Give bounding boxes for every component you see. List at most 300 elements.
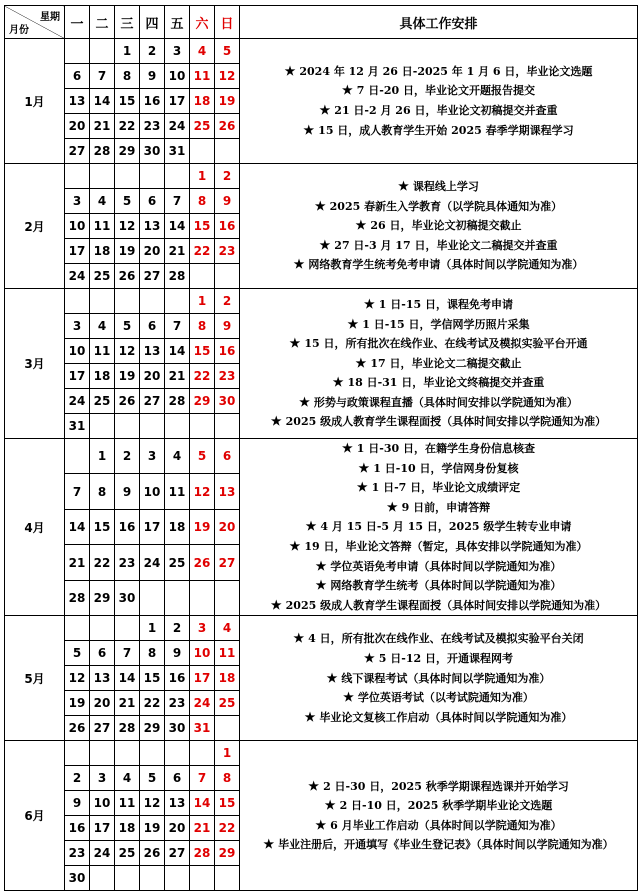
month-corner-label: 月份 (9, 25, 29, 36)
star-icon: ★ (305, 519, 317, 534)
day-cell: 20 (65, 114, 90, 139)
plan-item (240, 197, 637, 217)
plan-text: 2 日-10 日，2025 秋季学期毕业论文选题 (339, 799, 553, 813)
day-cell (140, 741, 165, 766)
day-cell: 6 (65, 64, 90, 89)
day-cell: 30 (165, 716, 190, 741)
day-cell: 19 (190, 509, 215, 544)
plan-item (240, 478, 637, 498)
star-icon: ★ (304, 709, 316, 724)
day-cell: 12 (190, 474, 215, 509)
plan-item (240, 459, 637, 479)
day-cell: 27 (65, 139, 90, 164)
day-cell: 7 (165, 189, 190, 214)
day-cell: 9 (140, 64, 165, 89)
day-cell: 26 (115, 389, 140, 414)
day-cell: 20 (140, 239, 165, 264)
day-cell: 16 (140, 89, 165, 114)
plan-item (240, 393, 637, 413)
plan-text: 7 日-20 日，毕业论文开题报告提交 (356, 84, 535, 98)
day-cell (190, 264, 215, 289)
day-cell (215, 866, 240, 891)
day-cell: 18 (115, 816, 140, 841)
day-cell: 26 (215, 114, 240, 139)
star-icon: ★ (319, 237, 331, 252)
star-icon: ★ (386, 499, 398, 514)
day-cell: 12 (140, 791, 165, 816)
star-icon: ★ (289, 336, 301, 351)
day-cell: 8 (115, 64, 140, 89)
day-cell: 18 (90, 239, 115, 264)
work-plan-cell (240, 741, 638, 891)
plan-item (240, 354, 637, 374)
plan-item (240, 576, 637, 596)
day-cell: 27 (90, 716, 115, 741)
plan-item (240, 373, 637, 393)
month-label: 5月 (5, 616, 65, 741)
day-cell: 21 (165, 364, 190, 389)
day-cell (65, 741, 90, 766)
star-icon: ★ (293, 631, 305, 646)
day-cell (115, 289, 140, 314)
plan-item (240, 334, 637, 354)
day-cell: 2 (115, 439, 140, 474)
star-icon: ★ (355, 218, 367, 233)
plan-text: 1 日-7 日，毕业论文成绩评定 (371, 481, 521, 495)
plan-text: 毕业注册后，开通填写《毕业生登记表》（具体时间以学院通知为准） (278, 838, 614, 852)
day-cell: 3 (140, 439, 165, 474)
day-cell: 15 (215, 791, 240, 816)
day-cell: 16 (215, 214, 240, 239)
plan-item (240, 412, 637, 432)
day-cell: 19 (65, 691, 90, 716)
plan-text: 2024 年 12 月 26 日-2025 年 1 月 6 日，毕业论文选题 (299, 64, 593, 78)
day-cell: 21 (90, 114, 115, 139)
day-cell (140, 289, 165, 314)
day-cell: 5 (190, 439, 215, 474)
day-cell: 11 (115, 791, 140, 816)
day-cell: 27 (140, 264, 165, 289)
day-cell (65, 439, 90, 474)
day-cell (115, 414, 140, 439)
day-cell: 6 (215, 439, 240, 474)
plan-item (240, 517, 637, 537)
month-label: 4月 (5, 439, 65, 616)
star-icon: ★ (293, 257, 305, 272)
plan-item (240, 101, 637, 121)
day-cell: 20 (165, 816, 190, 841)
day-cell: 30 (115, 580, 140, 615)
star-icon: ★ (303, 122, 315, 137)
day-cell: 29 (140, 716, 165, 741)
day-cell: 10 (165, 64, 190, 89)
plan-text: 形势与政策课程直播（具体时间安排以学院通知为准） (313, 395, 578, 409)
day-cell (165, 164, 190, 189)
plan-text: 6 月毕业工作启动（具体时间以学院通知为准） (330, 818, 562, 832)
month-label: 6月 (5, 741, 65, 891)
day-cell: 9 (65, 791, 90, 816)
day-cell: 10 (140, 474, 165, 509)
star-icon: ★ (314, 198, 326, 213)
day-cell (90, 289, 115, 314)
day-cell: 21 (65, 545, 90, 580)
star-icon: ★ (364, 296, 375, 311)
weekday-header-weekend: 六 (190, 6, 215, 39)
day-cell: 7 (65, 474, 90, 509)
plan-item (240, 236, 637, 256)
star-icon: ★ (347, 316, 359, 331)
day-cell: 24 (140, 545, 165, 580)
day-cell: 19 (140, 816, 165, 841)
day-cell: 25 (165, 545, 190, 580)
work-plan-cell (240, 164, 638, 289)
day-cell: 19 (115, 239, 140, 264)
day-cell: 18 (190, 89, 215, 114)
day-cell: 1 (215, 741, 240, 766)
plan-item (240, 688, 637, 708)
plan-text: 15 日，所有批次在线作业、在线考试及模拟实验平台开通 (304, 337, 588, 351)
day-cell: 2 (215, 289, 240, 314)
star-icon: ★ (315, 817, 327, 832)
day-cell: 22 (190, 364, 215, 389)
day-cell: 24 (65, 389, 90, 414)
day-cell: 26 (140, 841, 165, 866)
plan-item (240, 62, 637, 82)
day-cell: 3 (190, 616, 215, 641)
star-icon: ★ (343, 690, 354, 705)
plan-text: 9 日前，申请答辩 (401, 500, 491, 514)
star-icon: ★ (358, 460, 370, 475)
day-cell: 24 (65, 264, 90, 289)
plan-text: 15 日，成人教育学生开始 2025 春季学期课程学习 (318, 123, 574, 137)
day-cell: 10 (65, 339, 90, 364)
day-cell: 8 (140, 641, 165, 666)
day-cell: 28 (165, 389, 190, 414)
star-icon: ★ (270, 414, 282, 429)
star-icon: ★ (289, 538, 301, 553)
weekday-header-weekend: 日 (215, 6, 240, 39)
day-cell: 21 (165, 239, 190, 264)
day-cell: 14 (115, 666, 140, 691)
star-icon: ★ (319, 103, 331, 117)
day-cell: 19 (215, 89, 240, 114)
week-row (5, 39, 638, 64)
star-icon: ★ (284, 63, 296, 78)
plan-item (240, 537, 637, 557)
day-cell: 20 (140, 364, 165, 389)
day-cell: 5 (65, 641, 90, 666)
day-cell (65, 39, 90, 64)
plan-item (240, 708, 637, 728)
day-cell: 10 (90, 791, 115, 816)
day-cell: 29 (190, 389, 215, 414)
day-cell: 4 (190, 39, 215, 64)
month-label: 2月 (5, 164, 65, 289)
day-cell: 18 (165, 509, 190, 544)
star-icon: ★ (308, 778, 320, 793)
day-cell: 8 (190, 189, 215, 214)
day-cell: 28 (115, 716, 140, 741)
day-cell: 3 (65, 189, 90, 214)
day-cell (215, 139, 240, 164)
weekday-header: 一 (65, 6, 90, 39)
plan-item (240, 255, 637, 275)
day-cell: 13 (140, 214, 165, 239)
day-cell: 13 (65, 89, 90, 114)
day-cell: 17 (65, 239, 90, 264)
plan-text: 1 日-15 日，学信网学历照片采集 (362, 317, 530, 331)
star-icon: ★ (364, 650, 375, 665)
day-cell: 23 (215, 239, 240, 264)
day-cell: 16 (215, 339, 240, 364)
day-cell (165, 289, 190, 314)
plan-text: 2025 级成人教育学生课程面授（具体时间安排以学院通知为准） (285, 415, 607, 429)
day-cell: 4 (115, 766, 140, 791)
day-cell (140, 414, 165, 439)
day-cell: 8 (90, 474, 115, 509)
day-cell: 7 (165, 314, 190, 339)
day-cell (115, 866, 140, 891)
plan-text: 线下课程考试（具体时间以学院通知为准） (341, 671, 551, 685)
day-cell: 10 (190, 641, 215, 666)
day-cell: 28 (90, 139, 115, 164)
day-cell: 22 (215, 816, 240, 841)
day-cell: 24 (165, 114, 190, 139)
corner-header (5, 6, 65, 39)
day-cell: 6 (90, 641, 115, 666)
plan-item (240, 121, 637, 141)
weekday-header: 四 (140, 6, 165, 39)
week-row (5, 616, 638, 641)
day-cell: 17 (140, 509, 165, 544)
day-cell: 18 (215, 666, 240, 691)
plan-text: 网络教育学生统考免考申请（具体时间以学院通知为准） (308, 258, 584, 272)
day-cell: 11 (90, 214, 115, 239)
star-icon: ★ (315, 578, 327, 593)
plan-item (240, 439, 637, 459)
day-cell: 5 (215, 39, 240, 64)
plan-item (240, 596, 637, 616)
day-cell (140, 164, 165, 189)
day-cell: 7 (90, 64, 115, 89)
plan-text: 4 日，所有批次在线作业、在线考试及模拟实验平台关闭 (308, 632, 584, 646)
weekday-header: 三 (115, 6, 140, 39)
day-cell: 8 (190, 314, 215, 339)
plan-text: 学位英语免考申请（具体时间以学院通知为准） (330, 559, 562, 573)
day-cell: 5 (115, 189, 140, 214)
star-icon: ★ (342, 441, 353, 455)
day-cell: 25 (90, 389, 115, 414)
day-cell: 30 (140, 139, 165, 164)
plan-item (240, 835, 637, 855)
day-cell: 9 (115, 474, 140, 509)
day-cell: 1 (140, 616, 165, 641)
day-cell: 4 (165, 439, 190, 474)
plan-text: 19 日，毕业论文答辩（暂定，具体安排以学院通知为准） (304, 539, 588, 553)
star-icon: ★ (263, 837, 275, 852)
day-cell: 15 (90, 509, 115, 544)
day-cell: 26 (190, 545, 215, 580)
day-cell (65, 164, 90, 189)
day-cell: 25 (90, 264, 115, 289)
plan-text: 17 日，毕业论文二稿提交截止 (370, 356, 522, 370)
plan-item (240, 816, 637, 836)
day-cell: 16 (165, 666, 190, 691)
day-cell (165, 414, 190, 439)
day-cell: 23 (65, 841, 90, 866)
star-icon: ★ (332, 375, 344, 390)
day-cell (190, 414, 215, 439)
plan-text: 网络教育学生统考（具体时间以学院通知为准） (330, 579, 562, 593)
plan-text: 21 日-2 月 26 日，毕业论文初稿提交并查重 (334, 104, 558, 117)
plan-item (240, 498, 637, 518)
day-cell (90, 414, 115, 439)
plan-text: 1 日-10 日，学信网身份复核 (373, 461, 519, 475)
plan-item (240, 669, 637, 689)
day-cell: 1 (190, 289, 215, 314)
star-icon: ★ (326, 670, 338, 685)
day-cell: 14 (90, 89, 115, 114)
day-cell: 7 (115, 641, 140, 666)
day-cell: 9 (215, 189, 240, 214)
plan-text: 1 日-30 日，在籍学生身份信息核查 (356, 442, 535, 455)
day-cell: 12 (65, 666, 90, 691)
day-cell (190, 866, 215, 891)
day-cell (215, 414, 240, 439)
day-cell: 11 (90, 339, 115, 364)
day-cell: 6 (140, 189, 165, 214)
day-cell: 3 (90, 766, 115, 791)
day-cell (165, 580, 190, 615)
day-cell: 1 (90, 439, 115, 474)
day-cell: 15 (115, 89, 140, 114)
plan-item (240, 216, 637, 236)
day-cell: 14 (190, 791, 215, 816)
day-cell: 7 (190, 766, 215, 791)
day-cell: 17 (65, 364, 90, 389)
day-cell (140, 580, 165, 615)
star-icon: ★ (299, 394, 310, 409)
plan-text: 1 日-15 日，课程免考申请 (378, 297, 513, 311)
day-cell: 6 (165, 766, 190, 791)
plan-text: 毕业论文复核工作启动（具体时间以学院通知为准） (319, 710, 573, 724)
day-cell (165, 741, 190, 766)
day-cell: 10 (65, 214, 90, 239)
work-plan-cell (240, 439, 638, 616)
calendar-body (5, 39, 638, 891)
star-icon: ★ (355, 355, 367, 370)
plan-item (240, 557, 637, 577)
work-plan-cell (240, 39, 638, 164)
day-cell: 29 (115, 139, 140, 164)
semester-calendar-table (4, 5, 638, 891)
day-cell: 25 (115, 841, 140, 866)
day-cell (65, 289, 90, 314)
plan-item (240, 295, 637, 315)
day-cell (140, 866, 165, 891)
day-cell: 24 (190, 691, 215, 716)
day-cell (165, 866, 190, 891)
day-cell: 29 (90, 580, 115, 615)
day-cell (90, 39, 115, 64)
day-cell: 15 (190, 339, 215, 364)
day-cell: 2 (140, 39, 165, 64)
star-icon: ★ (398, 179, 409, 194)
day-cell: 21 (190, 816, 215, 841)
day-cell: 31 (165, 139, 190, 164)
plan-item (240, 777, 637, 797)
day-cell: 1 (190, 164, 215, 189)
day-cell: 3 (165, 39, 190, 64)
day-cell: 8 (215, 766, 240, 791)
day-cell: 21 (115, 691, 140, 716)
star-icon: ★ (270, 597, 282, 612)
day-cell: 6 (140, 314, 165, 339)
star-icon: ★ (324, 798, 336, 813)
plan-text: 2025 级成人教育学生课程面授（具体时间安排以学院通知为准） (285, 598, 607, 612)
day-cell (215, 716, 240, 741)
day-cell: 26 (65, 716, 90, 741)
plan-text: 2025 春新生入学教育（以学院具体通知为准） (329, 199, 563, 213)
day-cell: 3 (65, 314, 90, 339)
day-cell (215, 580, 240, 615)
day-cell: 12 (215, 64, 240, 89)
day-cell: 28 (190, 841, 215, 866)
day-cell: 9 (165, 641, 190, 666)
day-cell: 11 (190, 64, 215, 89)
plan-text: 4 月 15 日-5 月 15 日，2025 级学生转专业申请 (320, 520, 572, 534)
day-cell (115, 164, 140, 189)
month-label: 1月 (5, 39, 65, 164)
day-cell: 26 (115, 264, 140, 289)
day-cell: 5 (115, 314, 140, 339)
day-cell (90, 616, 115, 641)
week-row (5, 439, 638, 474)
work-plan-cell (240, 289, 638, 439)
week-row (5, 164, 638, 189)
plan-text: 5 日-12 日，开通课程网考 (378, 651, 513, 665)
plan-text: 27 日-3 月 17 日，毕业论文二稿提交并查重 (334, 238, 558, 252)
day-cell: 29 (215, 841, 240, 866)
day-cell: 17 (165, 89, 190, 114)
day-cell: 13 (90, 666, 115, 691)
day-cell: 22 (90, 545, 115, 580)
weekday-corner-label: 星期 (40, 12, 60, 23)
day-cell: 18 (90, 364, 115, 389)
day-cell: 31 (65, 414, 90, 439)
day-cell: 22 (190, 239, 215, 264)
star-icon: ★ (315, 558, 327, 573)
day-cell: 5 (140, 766, 165, 791)
day-cell: 13 (140, 339, 165, 364)
day-cell: 15 (190, 214, 215, 239)
day-cell: 31 (190, 716, 215, 741)
calendar-container (4, 5, 638, 891)
day-cell (115, 741, 140, 766)
day-cell: 4 (215, 616, 240, 641)
plan-item (240, 629, 637, 649)
day-cell (115, 616, 140, 641)
day-cell: 30 (215, 389, 240, 414)
work-plan-cell (240, 616, 638, 741)
day-cell: 27 (215, 545, 240, 580)
day-cell: 22 (140, 691, 165, 716)
day-cell: 27 (165, 841, 190, 866)
day-cell: 11 (165, 474, 190, 509)
day-cell: 14 (165, 214, 190, 239)
day-cell: 23 (140, 114, 165, 139)
day-cell: 9 (215, 314, 240, 339)
